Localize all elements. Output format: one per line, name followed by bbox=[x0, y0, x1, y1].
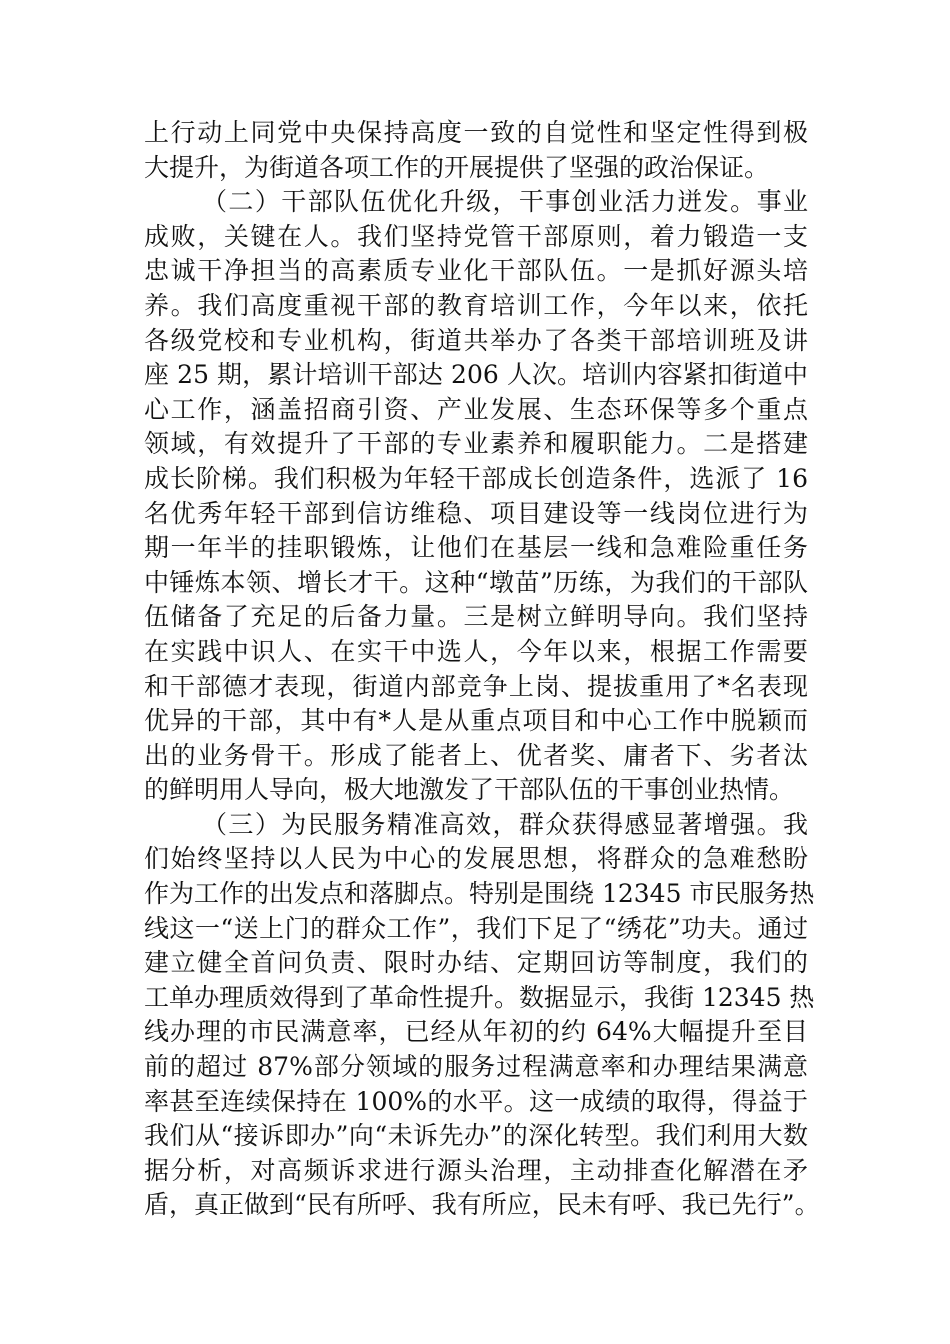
text-line: 名优秀年轻干部到信访维稳、项目建设等一线岗位进行为 bbox=[144, 498, 808, 528]
text-line: 作为工作的出发点和落脚点。特别是围绕 12345 市民服务热 bbox=[144, 879, 815, 909]
text-line: 我们从“接诉即办”向“未诉先办”的深化转型。我们利用大数 bbox=[144, 1121, 808, 1151]
text-line: 伍储备了充足的后备力量。三是树立鲜明导向。我们坚持 bbox=[144, 602, 808, 632]
text-line: 盾，真正做到“民有所呼、我有所应，民未有呼、我已先行”。 bbox=[144, 1190, 820, 1220]
text-line: 线办理的市民满意率，已经从年初的约 64%大幅提升至目 bbox=[144, 1017, 808, 1047]
text-line: 心工作，涵盖招商引资、产业发展、生态环保等多个重点 bbox=[144, 394, 808, 424]
text-line: 们始终坚持以人民为中心的发展思想，将群众的急难愁盼 bbox=[144, 844, 808, 874]
text-line: 期一年半的挂职锻炼，让他们在基层一线和急难险重任务 bbox=[144, 533, 808, 563]
text-line: 线这一“送上门的群众工作”，我们下足了“绣花”功夫。通过 bbox=[144, 913, 808, 943]
section-heading-line: （三）为民服务精准高效，群众获得感显著增强。我 bbox=[202, 809, 808, 839]
text-line: 各级党校和专业机构，街道共举办了各类干部培训班及讲 bbox=[144, 325, 808, 355]
body-text bbox=[144, 116, 820, 1223]
text-line: 忠诚干净担当的高素质专业化干部队伍。一是抓好源头培 bbox=[144, 256, 808, 286]
text-line: 领域，有效提升了干部的专业素养和履职能力。二是搭建 bbox=[144, 429, 808, 459]
text-line: 在实践中识人、在实干中选人，今年以来，根据工作需要 bbox=[144, 636, 808, 666]
text-line: 的鲜明用人导向，极大地激发了干部队伍的干事创业热情。 bbox=[144, 775, 795, 805]
text-line: 工单办理质效得到了革命性提升。数据显示，我街 12345 热 bbox=[144, 982, 815, 1012]
text-line: 成败，关键在人。我们坚持党管干部原则，着力锻造一支 bbox=[144, 221, 808, 251]
text-line: 和干部德才表现，街道内部竞争上岗、提拔重用了*名表现 bbox=[144, 671, 808, 701]
text-line: 据分析，对高频诉求进行源头治理，主动排查化解潜在矛 bbox=[144, 1155, 808, 1185]
section-heading-line: （二）干部队伍优化升级，干事创业活力迸发。事业 bbox=[202, 187, 808, 217]
text-line: 建立健全首问负责、限时办结、定期回访等制度，我们的 bbox=[144, 948, 808, 978]
text-line: 大提升，为街道各项工作的开展提供了坚强的政治保证。 bbox=[144, 152, 770, 182]
text-line: 座 25 期，累计培训干部达 206 人次。培训内容紧扣街道中 bbox=[144, 360, 808, 390]
text-line: 上行动上同党中央保持高度一致的自觉性和坚定性得到极 bbox=[144, 118, 808, 147]
text-line: 前的超过 87%部分领域的服务过程满意率和办理结果满意 bbox=[144, 1052, 808, 1082]
text-line: 优异的干部，其中有*人是从重点项目和中心工作中脱颖而 bbox=[144, 706, 808, 736]
text-line: 成长阶梯。我们积极为年轻干部成长创造条件，选派了 16 bbox=[144, 463, 808, 493]
text-line: 率甚至连续保持在 100%的水平。这一成绩的取得，得益于 bbox=[144, 1086, 808, 1116]
text-line: 养。我们高度重视干部的教育培训工作，今年以来，依托 bbox=[144, 290, 808, 320]
text-line: 出的业务骨干。形成了能者上、优者奖、庸者下、劣者汰 bbox=[144, 740, 808, 770]
text-line: 中锤炼本领、增长才干。这种“墩苗”历练，为我们的干部队 bbox=[144, 567, 808, 597]
